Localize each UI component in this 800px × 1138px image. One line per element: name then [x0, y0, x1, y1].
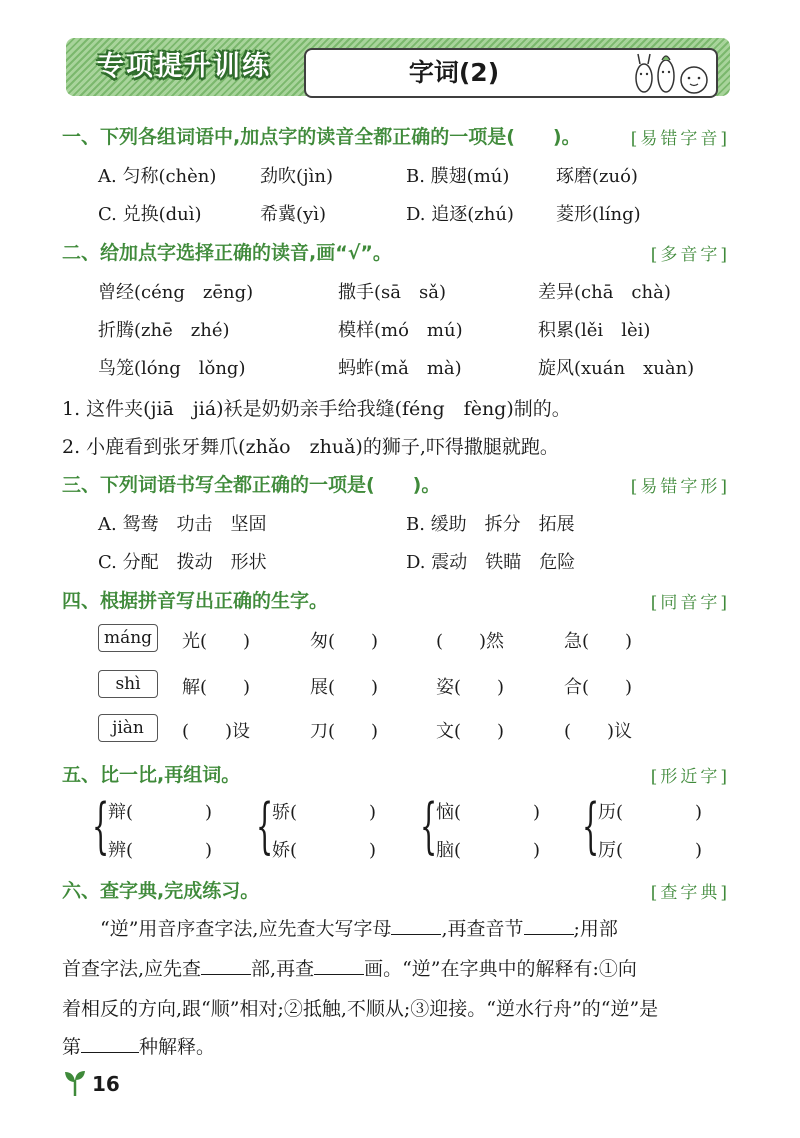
dictionary-paragraph-line-4: 第 种解释。: [62, 1036, 216, 1058]
brace-icon: {: [420, 791, 438, 861]
blank-item[interactable]: 合( ): [564, 677, 633, 698]
option-c-word-1: C. 兑换(duì): [98, 204, 202, 225]
compare-word[interactable]: 辨( ): [108, 840, 213, 861]
option-d-word-1: D. 追逐(zhú): [406, 204, 514, 225]
polyphone-item: 曾经(céng zēng): [98, 282, 254, 303]
blank-item[interactable]: 姿( ): [436, 677, 505, 698]
section-2-tag: [多音字]: [650, 245, 730, 265]
section-4-title: 四、根据拼音写出正确的生字。: [62, 590, 329, 612]
polyphone-item: 蚂蚱(mǎ mà): [338, 358, 462, 379]
blank-item[interactable]: 光( ): [182, 631, 251, 652]
section-1-tag: [易错字音]: [630, 129, 730, 149]
section-6-title: 六、查字典,完成练习。: [62, 880, 260, 902]
section-2-title: 二、给加点字选择正确的读音,画“√”。: [62, 242, 392, 264]
polyphone-item: 折腾(zhē zhé): [98, 320, 230, 341]
pinyin-box: máng: [98, 624, 158, 652]
polyphone-item: 差异(chā chà): [538, 282, 671, 303]
option-a: A. 鸳鸯 功击 坚固: [98, 514, 267, 535]
blank-item[interactable]: ( )议: [564, 721, 633, 742]
dictionary-paragraph-line-2: 首查字法,应先查 部,再查 画。“逆”在字典中的解释有:①向: [62, 958, 637, 980]
answer-blank[interactable]: [314, 956, 364, 975]
blank-item[interactable]: 匆( ): [310, 631, 379, 652]
section-1-title: 一、下列各组词语中,加点字的读音全都正确的一项是( )。: [62, 126, 581, 148]
option-d: D. 震动 铁瞄 危险: [406, 552, 576, 573]
option-b: B. 缓助 拆分 拓展: [406, 514, 575, 535]
option-b-word-1: B. 膜翅(mú): [406, 166, 510, 187]
compare-word[interactable]: 辩( ): [108, 802, 213, 823]
pinyin-box: jiàn: [98, 714, 158, 742]
compare-word[interactable]: 恼( ): [436, 802, 541, 823]
answer-blank[interactable]: [524, 916, 574, 935]
compare-word[interactable]: 娇( ): [272, 840, 377, 861]
option-c-word-2: 希冀(yì): [260, 204, 326, 225]
answer-blank[interactable]: [391, 916, 441, 935]
dictionary-paragraph-line-1: “逆”用音序查字法,应先查大写字母 ,再查音节 ;用部: [100, 918, 618, 940]
polyphone-item: 积累(lěi lèi): [538, 320, 651, 341]
polyphone-item: 鸟笼(lóng lǒng): [98, 358, 246, 379]
page-title: 字词(2): [408, 58, 500, 87]
option-d-word-2: 菱形(líng): [556, 204, 641, 225]
answer-blank[interactable]: [81, 1034, 139, 1053]
section-3-title: 三、下列词语书写全都正确的一项是( )。: [62, 474, 441, 496]
section-5-title: 五、比一比,再组词。: [62, 764, 241, 786]
option-a-word-2: 劲吹(jìn): [260, 166, 333, 187]
cartoon-characters-icon: [632, 50, 714, 94]
section-6-tag: [查字典]: [650, 883, 730, 903]
polyphone-sentence-1: 1. 这件夹(jiā jiá)袄是奶奶亲手给我缝(féng fèng)制的。: [62, 398, 571, 420]
polyphone-item: 旋风(xuán xuàn): [538, 358, 695, 379]
answer-blank[interactable]: [201, 956, 251, 975]
dictionary-paragraph-line-3: 着相反的方向,跟“顺”相对;②抵触,不顺从;③迎接。“逆水行舟”的“逆”是: [62, 998, 659, 1020]
brace-icon: {: [256, 791, 274, 861]
section-4-tag: [同音字]: [650, 593, 730, 613]
compare-word[interactable]: 骄( ): [272, 802, 377, 823]
compare-word[interactable]: 厉( ): [598, 840, 703, 861]
brace-icon: {: [582, 791, 600, 861]
blank-item[interactable]: 刀( ): [310, 721, 379, 742]
pinyin-box: shì: [98, 670, 158, 698]
section-3-tag: [易错字形]: [630, 477, 730, 497]
brace-icon: {: [92, 791, 110, 861]
option-c: C. 分配 拨动 形状: [98, 552, 267, 573]
option-a-word-1: A. 匀称(chèn): [98, 166, 217, 187]
blank-item[interactable]: ( )设: [182, 721, 251, 742]
polyphone-item: 模样(mó mú): [338, 320, 463, 341]
header-badge: 专项提升训练: [97, 51, 271, 82]
blank-item[interactable]: 急( ): [564, 631, 633, 652]
page-number: 16: [92, 1072, 120, 1096]
blank-item[interactable]: 文( ): [436, 721, 505, 742]
option-b-word-2: 琢磨(zuó): [556, 166, 638, 187]
polyphone-sentence-2: 2. 小鹿看到张牙舞爪(zhǎo zhuǎ)的狮子,吓得撒腿就跑。: [62, 436, 559, 458]
blank-item[interactable]: 展( ): [310, 677, 379, 698]
section-5-tag: [形近字]: [650, 767, 730, 787]
sprout-icon: [62, 1068, 88, 1098]
blank-item[interactable]: ( )然: [436, 631, 505, 652]
polyphone-item: 撒手(sā sǎ): [338, 282, 446, 303]
blank-item[interactable]: 解( ): [182, 677, 251, 698]
compare-word[interactable]: 脑( ): [436, 840, 541, 861]
compare-word[interactable]: 历( ): [598, 802, 703, 823]
